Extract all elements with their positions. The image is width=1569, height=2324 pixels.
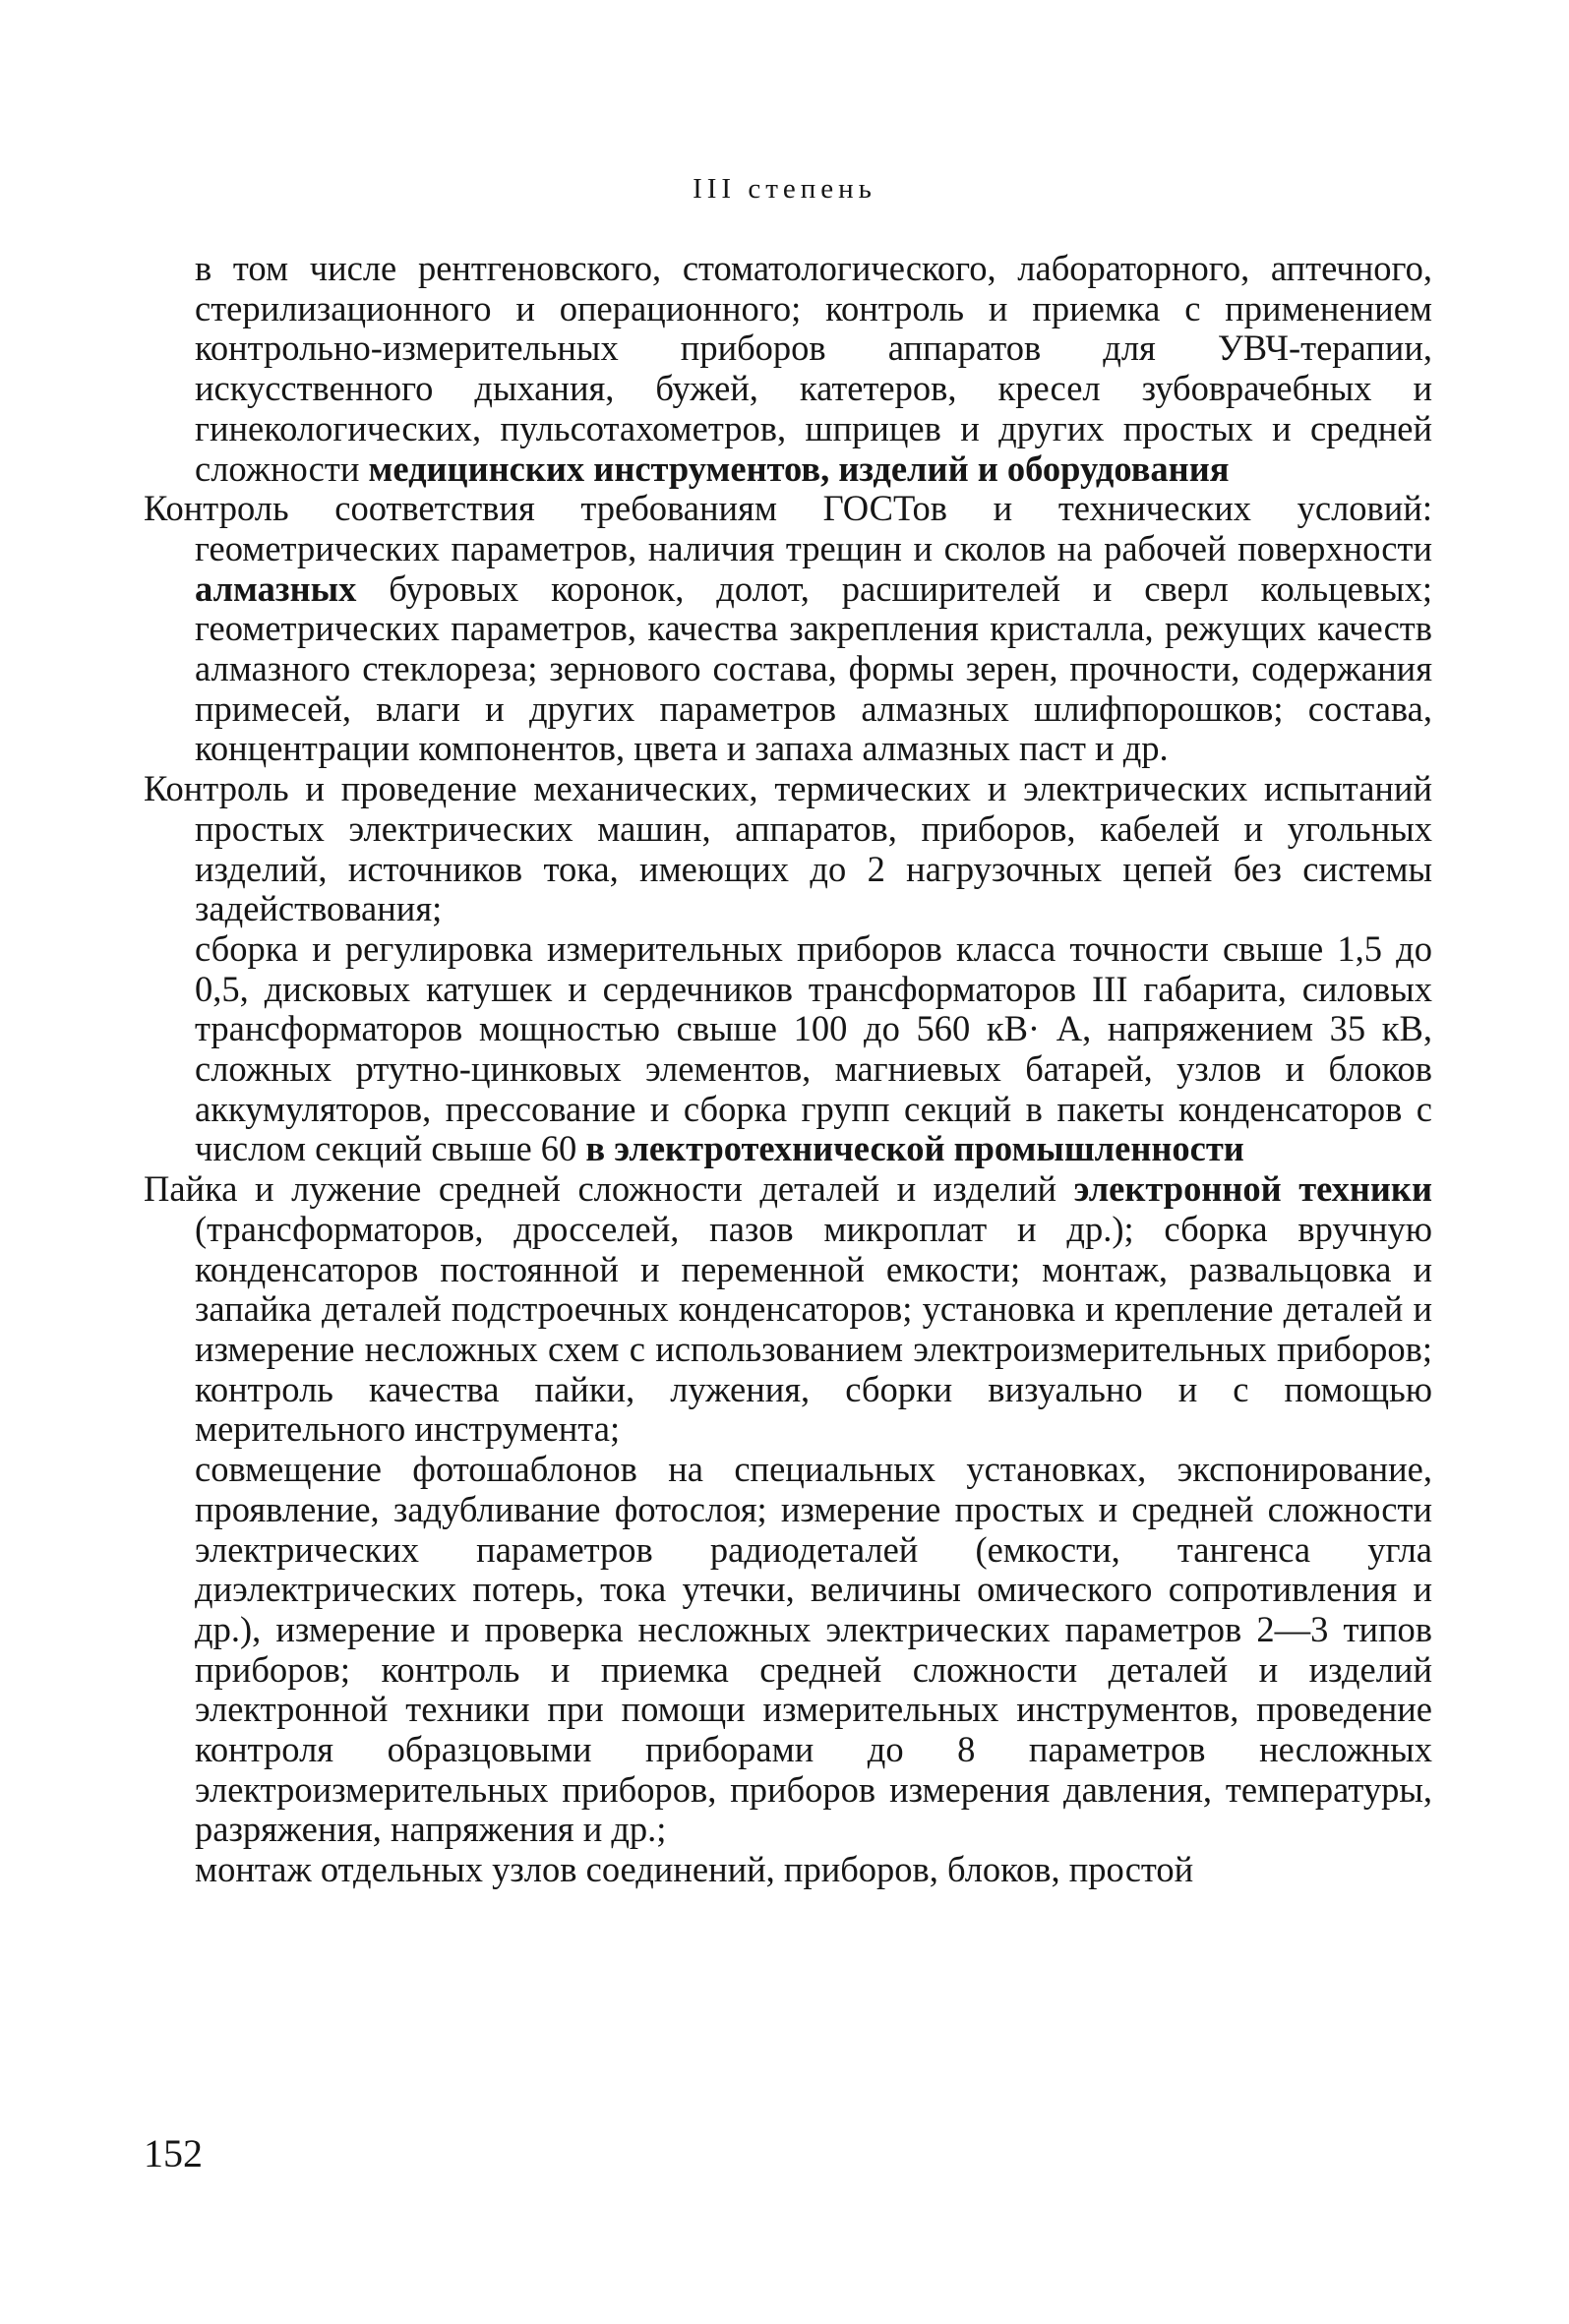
paragraph [144, 249, 1432, 489]
bold-term: медицинских инструментов, изделий и оборудования [368, 447, 1230, 489]
bold-term: в электротехнической промышленности [585, 1128, 1244, 1169]
page-number: 152 [144, 2131, 203, 2175]
paragraph [144, 929, 1432, 1169]
text-run: Контроль соответствия требованиям ГОСТов и технических условий: геометрических параметров, наличия трещин и сколов на рабочей поверхности [144, 488, 1432, 568]
text-run: совмещение фотошаблонов на специальных установках, экспонирование, проявление, задубливание фотослоя; измерение простых и средней сложности электрических параметров радиодеталей (емкости, тангенса угла диэлектрических потерь, тока утечки, величины омического сопротивления и др.), измерение и проверка несложных электрических параметров 2—3 типов приборов; контроль и приемка средней сложности деталей и изделий электронной техники при помощи измерительных инструментов, проведение контроля образцовыми приборами до 8 параметров несложных электроизмерительных приборов, приборов измерения давления, температуры, разряжения, напряжения и др.; [195, 1449, 1432, 1850]
text-run: (трансформаторов, дросселей, пазов микроплат и др.); сборка вручную конденсаторов постоянной и переменной емкости; монтаж, развальцовка и запайка деталей подстроечных конденсаторов; установка и крепление деталей и измерение несложных схем с использованием электроизмерительных приборов; контроль качества пайки, лужения, сборки визуально и с помощью мерительного инструмента; [195, 1208, 1432, 1450]
paragraph [144, 1850, 1432, 1890]
bold-term: электронной техники [1073, 1168, 1432, 1210]
body-text [144, 249, 1432, 1890]
running-head: III степень [693, 173, 876, 205]
paragraph [144, 1169, 1432, 1450]
text-run: Пайка и лужение средней сложности деталей и изделий [144, 1168, 1074, 1210]
paragraph [144, 1450, 1432, 1850]
text-run: монтаж отдельных узлов соединений, приборов, блоков, простой [195, 1849, 1194, 1890]
text-run: буровых коронок, долот, расширителей и сверл кольцевых; геометрических параметров, качества закрепления кристалла, режущих качеств алмазного стеклореза; зернового состава, формы зерен, прочности, содержания примесей, влаги и других параметров алмазных шлифпорошков; состава, концентрации компонентов, цвета и запаха алмазных паст и др. [195, 567, 1432, 769]
bold-term: алмазных [195, 567, 357, 609]
paragraph [144, 489, 1432, 769]
text-run: сборка и регулировка измерительных приборов класса точности свыше 1,5 до 0,5, дисковых катушек и сердечников трансформаторов III габарита, силовых трансформаторов мощностью свыше 100 до 560 кВ· А, напряжением 35 кВ, сложных ртутно-цинковых элементов, магниевых батарей, узлов и блоков аккумуляторов, прессование и сборка групп секций в пакеты конденсаторов с числом секций свыше 60 [195, 927, 1432, 1169]
text-run: Контроль и проведение механических, термических и электрических испытаний простых электрических машин, аппаратов, приборов, кабелей и угольных изделий, источников тока, имеющих до 2 нагрузочных цепей без системы задействования; [144, 768, 1432, 929]
text-run: в том числе рентгеновского, стоматологического, лабораторного, аптечного, стерилизационного и операционного; контроль и приемка с применением контрольно-измерительных приборов аппаратов для УВЧ-терапии, искусственного дыхания, бужей, катетеров, кресел зубоврачебных и гинекологических, пульсотахометров, шприцев и других простых и средней сложности [195, 248, 1432, 489]
paragraph [144, 769, 1432, 929]
